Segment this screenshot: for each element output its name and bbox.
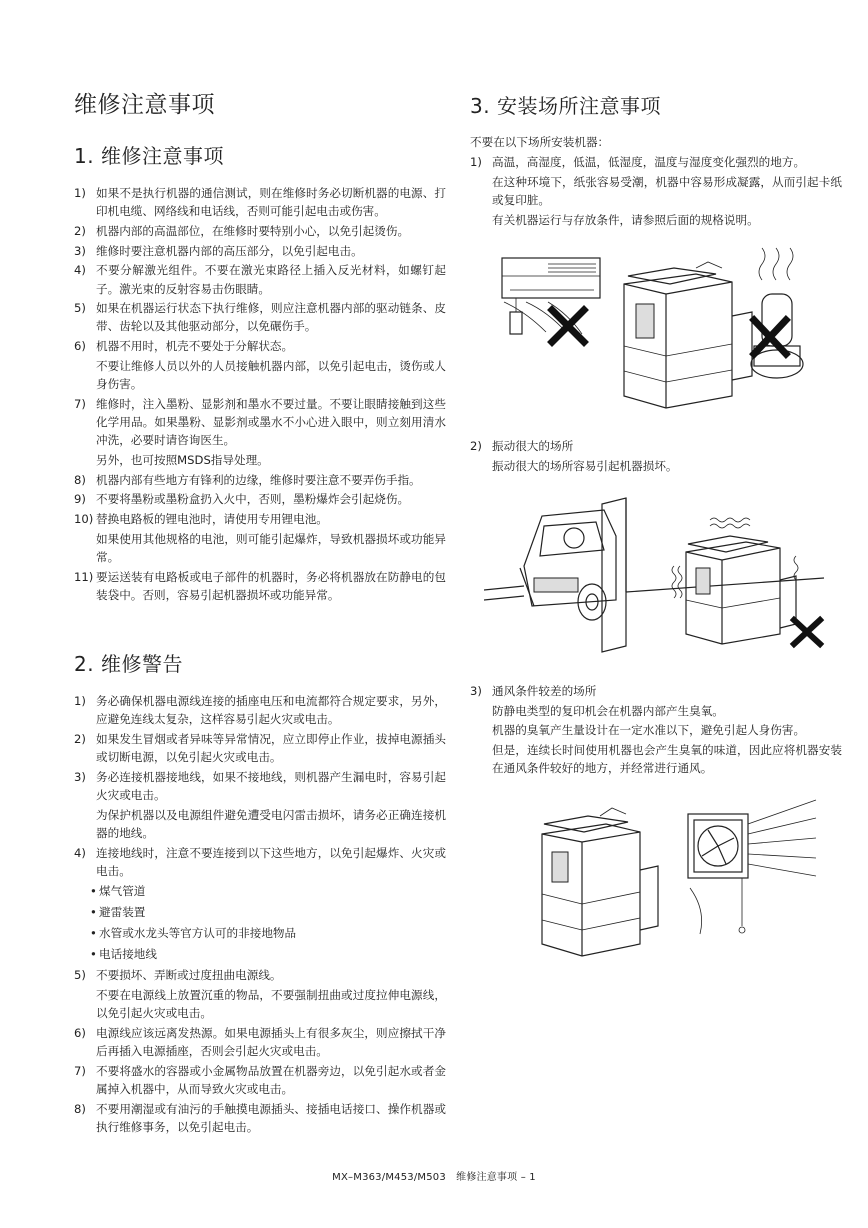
list-item: 4) 不要分解激光组件。不要在激光束路径上插入反光材料，如螺钉起子。激光束的反射容易击伤眼睛。	[74, 263, 446, 296]
list-item-note: 为保护机器以及电源组件避免遭受电闪雷击损坏，请务必正确连接机器的地线。	[96, 807, 446, 840]
bullet-item: • 煤气管道	[90, 883, 146, 898]
section-3-title: 3. 安装场所注意事项	[470, 94, 661, 118]
bullet-item: • 水管或水龙头等官方认可的非接地物品	[90, 925, 297, 940]
list-item-note: 不要在电源线上放置沉重的物品，不要强制扭曲或过度拉伸电源线，以免引起火灾或电击。	[96, 988, 446, 1021]
illustration-truck-vibration	[484, 496, 834, 660]
list-item-note: 如果使用其他规格的电池，则可能引起爆炸，导致机器损坏或功能异常。	[96, 531, 446, 564]
bullet-item: • 电话接地线	[90, 947, 157, 962]
section-3-block-3	[470, 682, 842, 779]
list-item-note: 防静电类型的复印机会在机器内部产生臭氧。	[492, 703, 724, 718]
figure-vibration	[484, 496, 834, 660]
list-item-note: 另外，也可按照MSDS指导处理。	[96, 452, 269, 467]
list-item: 5) 如果在机器运行状态下执行维修，则应注意机器内部的驱动链条、皮带、齿轮以及其他驱动部分，以免碾伤手。	[74, 301, 446, 334]
illustration-aircon-copier-heater	[496, 246, 826, 414]
list-item: 8) 机器内部有些地方有锋利的边缘，维修时要注意不要弄伤手指。	[74, 472, 421, 487]
list-item-note: 机器的臭氧产生量设计在一定水准以下，避免引起人身伤害。	[492, 723, 806, 738]
list-item: 5) 不要损坏、弄断或过度扭曲电源线。	[74, 968, 282, 983]
illustration-copier-fan	[530, 794, 820, 968]
list-item-note: 振动很大的场所容易引起机器损坏。	[492, 458, 678, 473]
section-3-intro: 不要在以下场所安装机器：	[470, 135, 610, 149]
list-item-note: 不要让维修人员以外的人员接触机器内部，以免引起电击，烫伤或人身伤害。	[96, 358, 446, 392]
list-item: 3) 务必连接机器接地线，如果不接地线，则机器产生漏电时，容易引起火灾或电击。	[74, 769, 446, 803]
figure-ventilation	[530, 794, 820, 968]
list-item: 2) 机器内部的高温部位，在维修时要特别小心，以免引起烫伤。	[74, 223, 410, 238]
list-item: 3) 维修时要注意机器内部的高压部分，以免引起电击。	[74, 243, 363, 258]
list-item: 2) 如果发生冒烟或者异味等异常情况，应立即停止作业，拔掉电源插头或切断电源，以免引起火灾或电击。	[74, 731, 446, 765]
list-item: 1) 高温，高湿度，低温，低湿度，温度与湿度变化强烈的地方。	[470, 155, 806, 170]
list-item: 8) 不要用潮湿或有油污的手触摸电源插头、接插电话接口、操作机器或执行维修事务，以免引起电击。	[74, 1101, 446, 1134]
section-2-title: 2. 维修警告	[74, 652, 183, 676]
section-3-block-2	[470, 437, 842, 476]
list-item-note: 在这种环境下，纸张容易受潮，机器中容易形成凝露，从而引起卡纸或复印脏。	[492, 174, 842, 208]
list-item: 1) 如果不是执行机器的通信测试，则在维修时务必切断机器的电源、打印机电缆、网络线和电话线，否则可能引起电击或伤害。	[74, 186, 446, 219]
list-item-note: 有关机器运行与存放条件，请参照后面的规格说明。	[492, 212, 759, 227]
list-item: 2) 振动很大的场所	[470, 439, 574, 453]
list-item: 9) 不要将墨粉或墨粉盒扔入火中，否则，墨粉爆炸会引起烧伤。	[74, 492, 410, 507]
page-footer: MX–M363/M453/M503 维修注意事项 – 1	[332, 1172, 536, 1183]
list-item: 10) 替换电路板的锂电池时，请使用专用锂电池。	[74, 511, 328, 526]
list-item: 3) 通风条件较差的场所	[470, 684, 597, 698]
list-item: 6) 机器不用时，机壳不要处于分解状态。	[74, 339, 294, 354]
section-3-block-1	[470, 133, 842, 231]
section-1-list	[74, 184, 446, 605]
list-item: 11) 要运送装有电路板或电子部件的机器时，务必将机器放在防静电的包装袋中。否则，容易引起机器损坏或功能异常。	[74, 569, 446, 602]
list-item: 7) 不要将盛水的容器或小金属物品放置在机器旁边，以免引起水或者金属掉入机器中，从而导致火灾或电击。	[74, 1063, 446, 1097]
bullet-item: • 避雷装置	[90, 904, 146, 919]
list-item: 6) 电源线应该远离发热源。如果电源插头上有很多灰尘，则应擦拭干净后再插入电源插座，否则会引起火灾或电击。	[74, 1025, 446, 1059]
page-title: 维修注意事项	[74, 92, 215, 118]
list-item: 1) 务必确保机器电源线连接的插座电压和电流都符合规定要求，另外，应避免连线太复杂，这样容易引起火灾或电击。	[74, 694, 446, 727]
list-item-note: 但是，连续长时间使用机器也会产生臭氧的味道，因此应将机器安装在通风条件较好的地方，并经常进行通风。	[492, 743, 842, 776]
list-item: 4) 连接地线时，注意不要连接到以下这些地方，以免引起爆炸、火灾或电击。	[74, 845, 446, 878]
list-item: 7) 维修时，注入墨粉、显影剂和墨水不要过量。不要让眼睛接触到这些化学用品。如果墨粉、显影剂或墨水不小心进入眼中，则立刻用清水冲洗，必要时请咨询医生。	[74, 396, 446, 448]
section-1-title: 1. 维修注意事项	[74, 144, 224, 168]
figure-temperature-humidity	[496, 246, 826, 414]
section-2-list	[74, 692, 446, 1138]
